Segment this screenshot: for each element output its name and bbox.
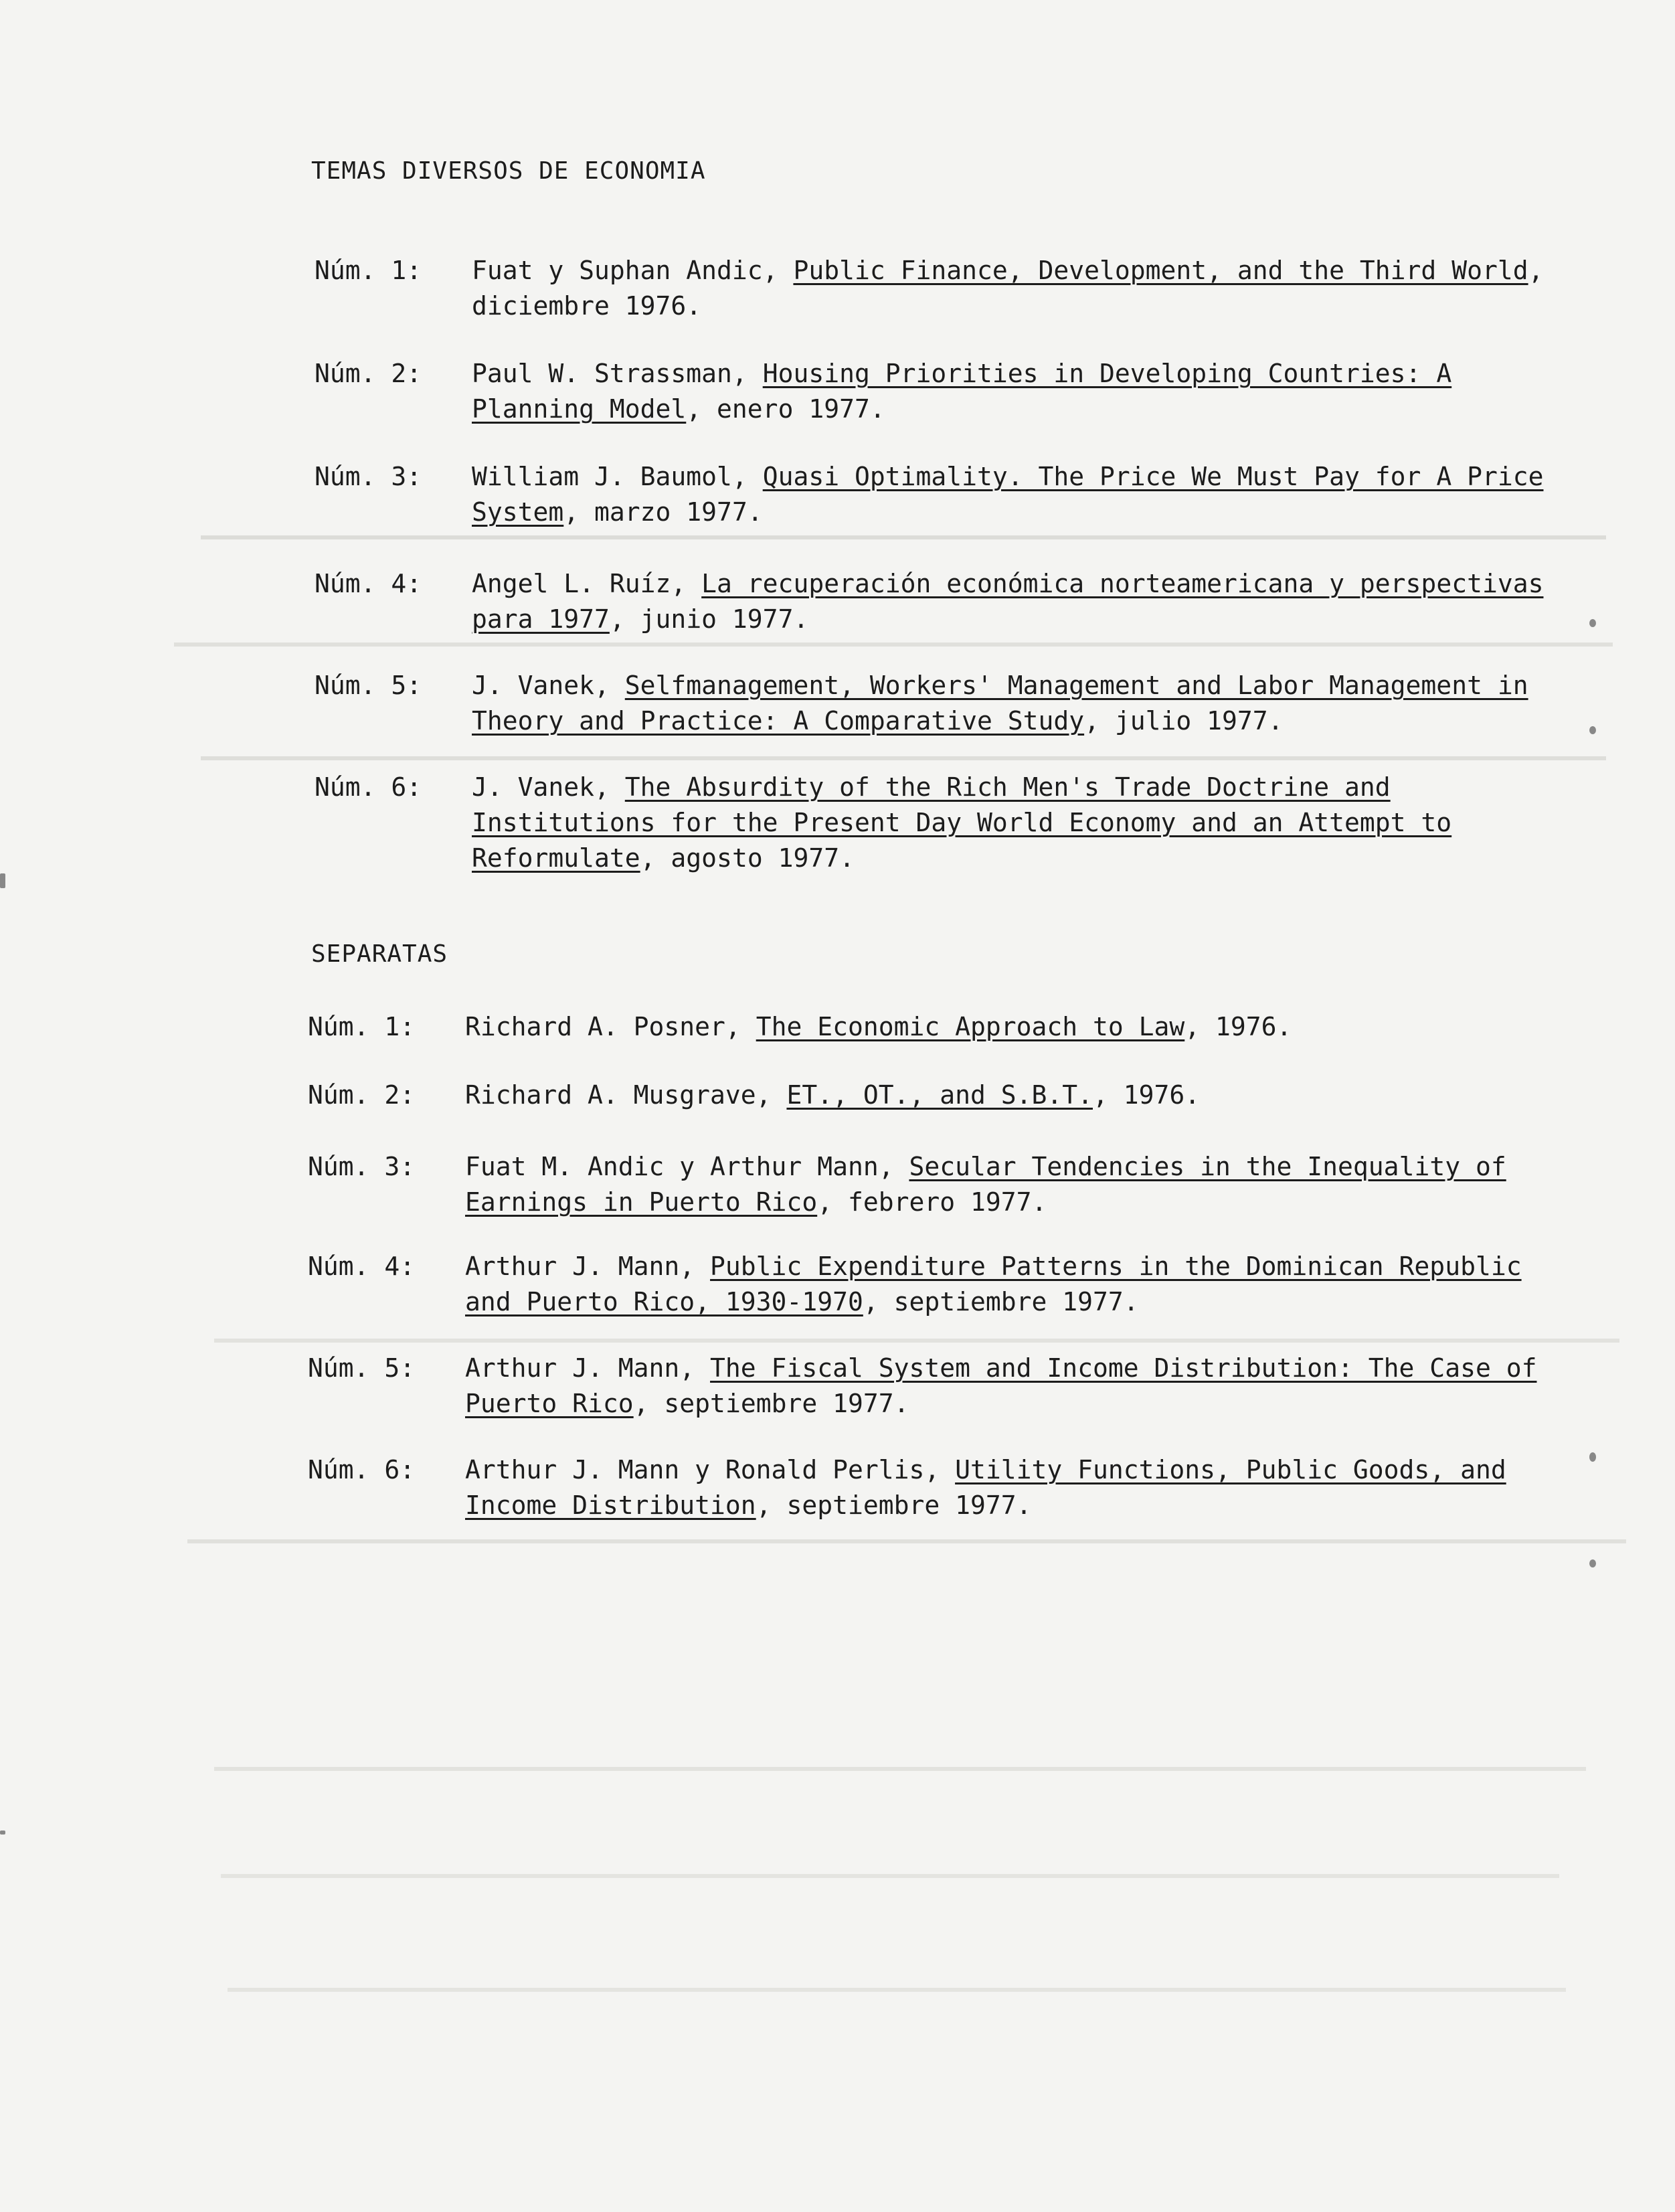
margin-speck [0,1831,5,1835]
entry-author: J. Vanek, [472,671,625,700]
entry-number: Núm. 2: [308,1080,416,1110]
bleed-through-line [187,1539,1626,1543]
entry-citation [465,1249,1569,1320]
entry-date: , 1976. [1093,1080,1201,1110]
entry-author: Fuat y Suphan Andic, [472,256,794,285]
entry-title: ET., OT., and S.B.T. [786,1080,1093,1110]
entry-date: , diciembre 1976. [472,256,1544,321]
entry-number: Núm. 3: [315,462,422,491]
entry-author: Arthur J. Mann, [465,1252,711,1281]
entry-number: Núm. 3: [308,1152,416,1181]
entry-author: Paul W. Strassman, [472,359,763,388]
entry-citation [465,1452,1569,1523]
entry-number: Núm. 1: [315,256,422,285]
entry-author: Arthur J. Mann, [465,1353,711,1383]
entry-title: Housing Priorities in Developing Countries: A Planning Model [472,359,1452,424]
entry-title: Secular Tendencies in the Inequality of Earnings in Puerto Rico [465,1152,1506,1217]
margin-speck [1589,619,1596,627]
entry-title: The Economic Approach to Law [756,1012,1185,1041]
bleed-through-line [228,1988,1566,1992]
entry-author: Fuat M. Andic y Arthur Mann, [465,1152,909,1181]
entry-author: Angel L. Ruíz, [472,569,702,598]
bleed-through-line [201,756,1606,760]
entry-author: Richard A. Musgrave, [465,1080,787,1110]
bleed-through-line [214,1339,1619,1343]
entry-title: La recuperación económica norteamericana y perspectivas para 1977 [472,569,1544,634]
entry-title: Public Finance, Development, and the Third World [793,256,1528,285]
bleed-through-line [214,1767,1586,1771]
entry-citation [472,566,1576,637]
entry-citation [465,1009,1569,1045]
section-title-temas: TEMAS DIVERSOS DE ECONOMIA [311,157,706,185]
margin-speck [1589,1559,1596,1567]
entry-title: Public Expenditure Patterns in the Dominican Republic and Puerto Rico, 1930-1970 [465,1252,1522,1316]
entry-citation [472,668,1623,739]
entry-number: Núm. 2: [315,359,422,388]
entry-author: Richard A. Posner, [465,1012,756,1041]
entry-citation [472,253,1576,324]
entry-date: , septiembre 1977. [756,1491,1032,1520]
entry-date: , septiembre 1977. [633,1389,909,1418]
entry-title: The Fiscal System and Income Distribution: The Case of Puerto Rico [465,1353,1537,1418]
entry-number: Núm. 5: [315,671,422,700]
entry-date: , septiembre 1977. [863,1287,1139,1316]
entry-number: Núm. 6: [315,772,422,802]
entry-author: J. Vanek, [472,772,625,802]
entry-title: Quasi Optimality. The Price We Must Pay for A Price System [472,462,1544,527]
entry-number: Núm. 4: [315,569,422,598]
entry-date: , agosto 1977. [640,843,855,873]
entry-citation [472,459,1576,530]
margin-speck [0,873,5,888]
entry-citation [472,356,1576,427]
entry-author: Arthur J. Mann y Ronald Perlis, [465,1455,956,1484]
bleed-through-line [174,643,1613,647]
entry-date: , junio 1977. [609,604,809,634]
entry-number: Núm. 5: [308,1353,416,1383]
entry-citation [465,1149,1616,1220]
entry-date: , 1976. [1184,1012,1292,1041]
entry-date: , febrero 1977. [817,1187,1047,1217]
entry-number: Núm. 6: [308,1455,416,1484]
entry-number: Núm. 4: [308,1252,416,1281]
entry-citation [472,770,1576,876]
entry-title: Selfmanagement, Workers' Management and Labor Management in Theory and Practice: A Comparative Study [472,671,1528,736]
entry-date: , julio 1977. [1084,706,1284,736]
entry-date: , enero 1977. [686,394,885,424]
entry-citation [465,1078,1569,1113]
entry-date: , marzo 1977. [563,497,763,527]
bleed-through-line [201,535,1606,539]
bleed-through-line [221,1874,1559,1878]
entry-title: Utility Functions, Public Goods, and Income Distribution [465,1455,1506,1520]
section-title-separatas: SEPARATAS [311,940,448,968]
entry-title: The Absurdity of the Rich Men's Trade Doctrine and Institutions for the Present Day World Economy and an Attempt to Reformulate [472,772,1452,873]
margin-speck [1589,1452,1596,1462]
entry-number: Núm. 1: [308,1012,416,1041]
entry-citation [465,1351,1569,1422]
entry-author: William J. Baumol, [472,462,763,491]
